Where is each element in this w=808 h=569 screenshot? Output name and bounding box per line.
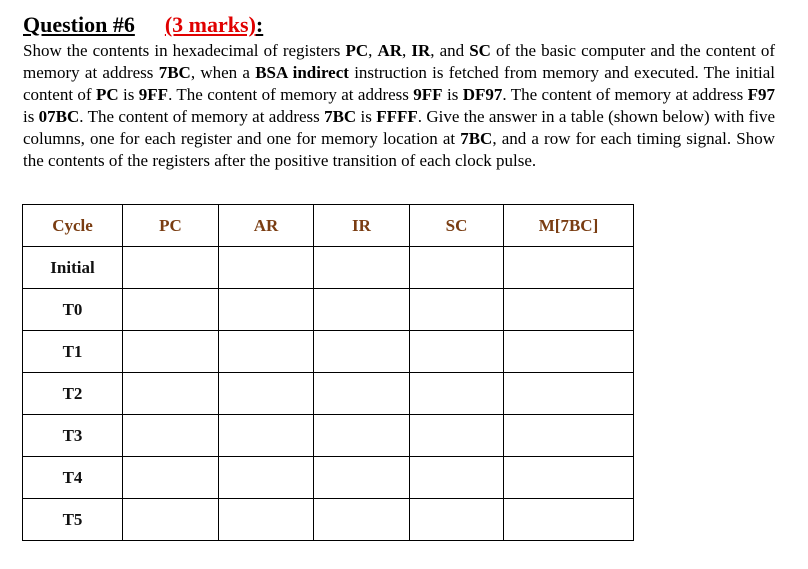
column-header: Cycle (23, 205, 123, 247)
answer-cell[interactable] (314, 499, 410, 541)
text-run: . The content of memory at address (168, 85, 414, 104)
text-run: . Give the answer in a table (shown below) with five columns, one for each register and one for memory location at (23, 107, 775, 148)
answer-cell[interactable] (410, 331, 504, 373)
text-run: . The content of memory at address (79, 107, 325, 126)
text-run: , (368, 41, 378, 60)
table-row (23, 289, 634, 331)
answer-cell[interactable] (123, 415, 219, 457)
question-text (23, 40, 775, 172)
emphasized-term: 7BC (158, 63, 191, 82)
answer-cell[interactable] (504, 289, 634, 331)
table-row (23, 247, 634, 289)
cycle-label: T0 (23, 289, 123, 331)
answer-cell[interactable] (504, 331, 634, 373)
emphasized-term: SC (469, 41, 491, 60)
text-run: Show the contents in hexadecimal of registers (23, 41, 346, 60)
answer-cell[interactable] (314, 373, 410, 415)
column-header: IR (314, 205, 410, 247)
text-run: , and a row for each timing signal. Show the contents of the registers after the positive transition of each clock pulse. (23, 129, 775, 170)
text-run: is (442, 85, 463, 104)
cycle-label: T3 (23, 415, 123, 457)
answer-cell[interactable] (504, 499, 634, 541)
emphasized-term: F97 (747, 85, 775, 104)
answer-cell[interactable] (410, 499, 504, 541)
cycle-label: Initial (23, 247, 123, 289)
answer-cell[interactable] (314, 415, 410, 457)
answer-cell[interactable] (504, 373, 634, 415)
answer-cell[interactable] (410, 415, 504, 457)
answer-cell[interactable] (504, 457, 634, 499)
emphasized-term: 9FF (138, 85, 169, 104)
table-header-row (23, 205, 634, 247)
text-run: is (23, 107, 39, 126)
text-run: , when a (190, 63, 256, 82)
column-header: M[7BC] (504, 205, 634, 247)
text-run: . The content of memory at address (502, 85, 748, 104)
text-run: is (118, 85, 139, 104)
table-row (23, 331, 634, 373)
answer-cell[interactable] (314, 331, 410, 373)
cycle-label: T2 (23, 373, 123, 415)
cycle-label: T4 (23, 457, 123, 499)
table-row (23, 373, 634, 415)
emphasized-term: BSA indirect (255, 63, 349, 82)
column-header: PC (123, 205, 219, 247)
answer-cell[interactable] (410, 247, 504, 289)
answer-cell[interactable] (314, 457, 410, 499)
answer-cell[interactable] (314, 247, 410, 289)
answer-cell[interactable] (123, 289, 219, 331)
column-header: AR (219, 205, 314, 247)
answer-cell[interactable] (219, 499, 314, 541)
answer-cell[interactable] (504, 247, 634, 289)
heading-colon: : (255, 12, 264, 37)
emphasized-term: 7BC (460, 129, 493, 148)
answer-cell[interactable] (123, 247, 219, 289)
answer-cell[interactable] (123, 331, 219, 373)
emphasized-term: AR (377, 41, 403, 60)
emphasized-term: 9FF (413, 85, 443, 104)
text-run: , (402, 41, 412, 60)
answer-cell[interactable] (123, 373, 219, 415)
answer-cell[interactable] (123, 457, 219, 499)
answer-cell[interactable] (410, 289, 504, 331)
text-run: is (356, 107, 377, 126)
emphasized-term: 7BC (324, 107, 357, 126)
question-number: Question #6 (23, 12, 135, 37)
question-heading (23, 12, 263, 38)
answer-cell[interactable] (219, 289, 314, 331)
answer-cell[interactable] (410, 457, 504, 499)
text-run: of the basic computer and the content of memory at address (23, 41, 776, 82)
text-run: instruction is fetched from memory and executed. The initial content of (23, 63, 775, 104)
answer-cell[interactable] (219, 247, 314, 289)
answer-cell[interactable] (314, 289, 410, 331)
answer-cell[interactable] (123, 499, 219, 541)
table-row (23, 499, 634, 541)
cycle-label: T1 (23, 331, 123, 373)
emphasized-term: PC (345, 41, 369, 60)
answer-cell[interactable] (410, 373, 504, 415)
question-marks: (3 marks) (164, 12, 256, 37)
cycle-label: T5 (23, 499, 123, 541)
answer-cell[interactable] (219, 415, 314, 457)
table-row (23, 415, 634, 457)
emphasized-term: DF97 (462, 85, 503, 104)
emphasized-term: IR (411, 41, 431, 60)
emphasized-term: PC (95, 85, 119, 104)
column-header: SC (410, 205, 504, 247)
emphasized-term: 07BC (38, 107, 80, 126)
answer-table (22, 204, 634, 541)
answer-cell[interactable] (219, 331, 314, 373)
emphasized-term: FFFF (376, 107, 418, 126)
answer-cell[interactable] (219, 457, 314, 499)
answer-cell[interactable] (219, 373, 314, 415)
text-run: , and (430, 41, 470, 60)
table-row (23, 457, 634, 499)
answer-cell[interactable] (504, 415, 634, 457)
